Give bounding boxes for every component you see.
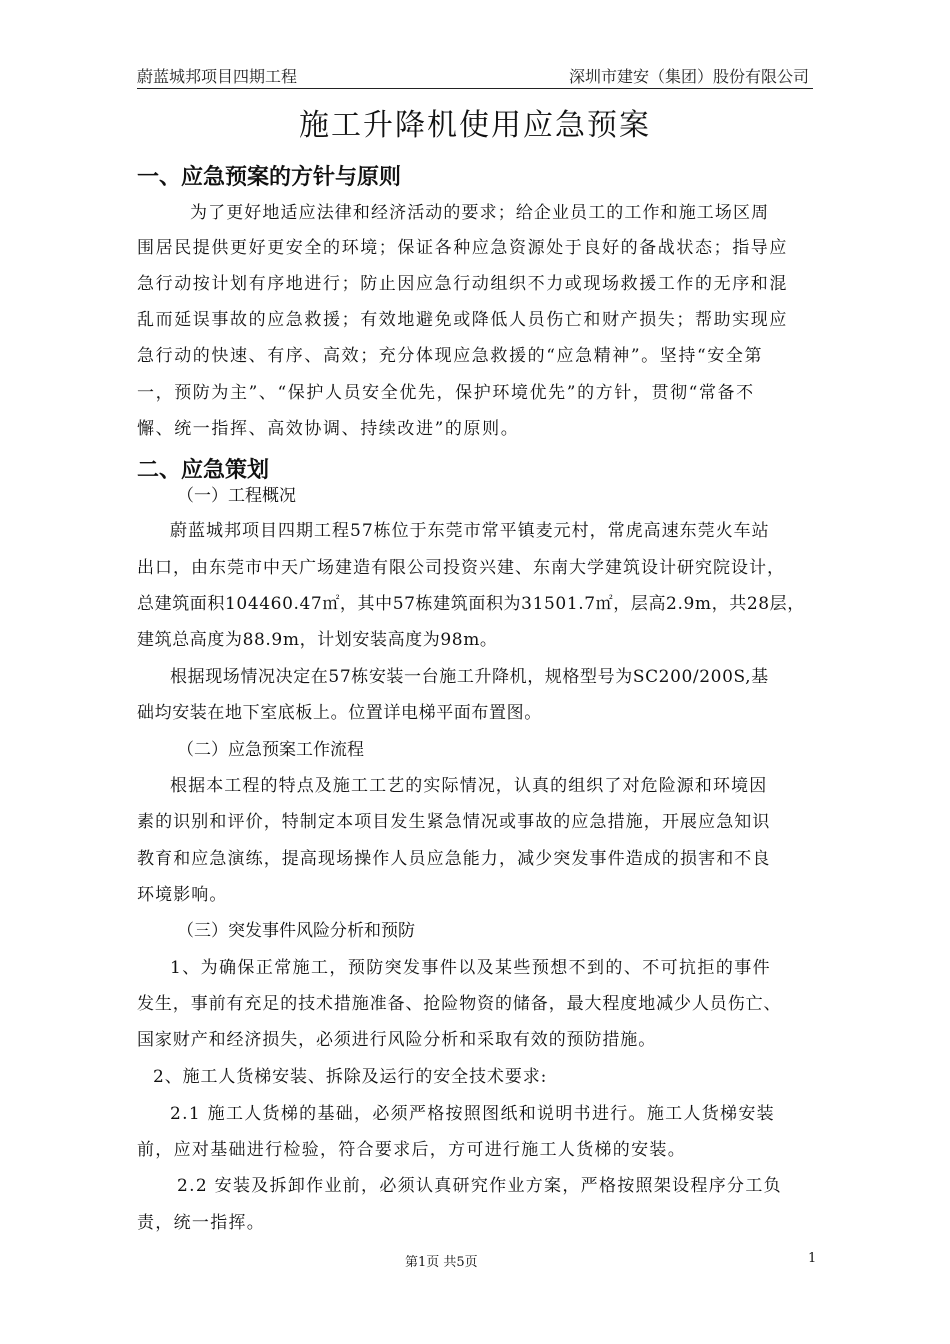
body-line: 国家财产和经济损失，必须进行风险分析和采取有效的预防措施。 xyxy=(137,1030,657,1050)
document-title: 施工升降机使用应急预案 xyxy=(299,108,651,143)
body-line: 素的识别和评价，特制定本项目发生紧急情况或事故的应急措施，开展应急知识 xyxy=(137,812,771,832)
body-line: 2.2 安装及拆卸作业前，必须认真研究作业方案，严格按照架设程序分工负 xyxy=(177,1176,782,1196)
body-line: 急行动的快速、有序、高效；充分体现应急救援的“应急精神”。坚持“安全第 xyxy=(137,346,764,366)
body-line: 根据本工程的特点及施工工艺的实际情况，认真的组织了对危险源和环境因 xyxy=(170,776,768,796)
page-header xyxy=(137,62,813,89)
footer-page-count: 第1页 共5页 xyxy=(405,1255,478,1270)
section2-heading: 二、应急策划 xyxy=(137,458,270,483)
subsection1-heading: （一）工程概况 xyxy=(177,486,296,506)
body-line: 一，预防为主”、“保护人员安全优先，保护环境优先”的方针，贯彻“常备不 xyxy=(137,383,755,403)
body-line: 围居民提供更好更安全的环境；保证各种应急资源处于良好的备战状态；指导应 xyxy=(137,238,788,258)
body-line: 2.1 施工人货梯的基础，必须严格按照图纸和说明书进行。施工人货梯安装 xyxy=(170,1104,775,1124)
body-line: 蔚蓝城邦项目四期工程57栋位于东莞市常平镇麦元村，常虎高速东莞火车站 xyxy=(170,521,770,541)
body-line: 为了更好地适应法律和经济活动的要求；给企业员工的工作和施工场区周 xyxy=(190,203,770,223)
header-project-name: 蔚蓝城邦项目四期工程 xyxy=(137,67,298,86)
body-line: 教育和应急演练，提高现场操作人员应急能力，减少突发事件造成的损害和不良 xyxy=(137,849,771,869)
subsection2-heading: （二）应急预案工作流程 xyxy=(177,740,364,760)
body-line: 根据现场情况决定在57栋安装一台施工升降机，规格型号为SC200/200S,基 xyxy=(170,667,769,687)
body-line: 础均安装在地下室底板上。位置详电梯平面布置图。 xyxy=(137,703,542,723)
body-line: 急行动按计划有序地进行；防止因应急行动组织不力或现场救援工作的无序和混 xyxy=(137,274,788,294)
body-line: 建筑总高度为88.9m，计划安装高度为98m。 xyxy=(137,630,498,650)
body-line: 出口，由东莞市中天广场建造有限公司投资兴建、东南大学建筑设计研究院设计， xyxy=(137,558,785,578)
body-line: 2、施工人货梯安装、拆除及运行的安全技术要求: xyxy=(153,1067,548,1087)
body-line: 乱而延误事故的应急救援；有效地避免或降低人员伤亡和财产损失；帮助实现应 xyxy=(137,310,788,330)
body-line: 环境影响。 xyxy=(137,885,228,905)
body-line: 发生，事前有充足的技术措施准备、抢险物资的储备，最大程度地减少人员伤亡、 xyxy=(137,994,782,1014)
body-line: 1、为确保正常施工，预防突发事件以及某些预想不到的、不可抗拒的事件 xyxy=(170,958,772,978)
footer-page-number: 1 xyxy=(808,1251,817,1266)
header-company-name: 深圳市建安（集团）股份有限公司 xyxy=(568,67,809,86)
body-line: 前，应对基础进行检验，符合要求后，方可进行施工人货梯的安装。 xyxy=(137,1140,686,1160)
section1-heading: 一、应急预案的方针与原则 xyxy=(137,165,402,190)
subsection3-heading: （三）突发事件风险分析和预防 xyxy=(177,921,415,941)
body-line: 总建筑面积104460.47㎡，其中57栋建筑面积为31501.7㎡，层高2.9m，共28层， xyxy=(137,594,805,614)
body-line: 懈、统一指挥、高效协调、持续改进”的原则。 xyxy=(137,419,520,439)
body-line: 责，统一指挥。 xyxy=(137,1213,266,1233)
